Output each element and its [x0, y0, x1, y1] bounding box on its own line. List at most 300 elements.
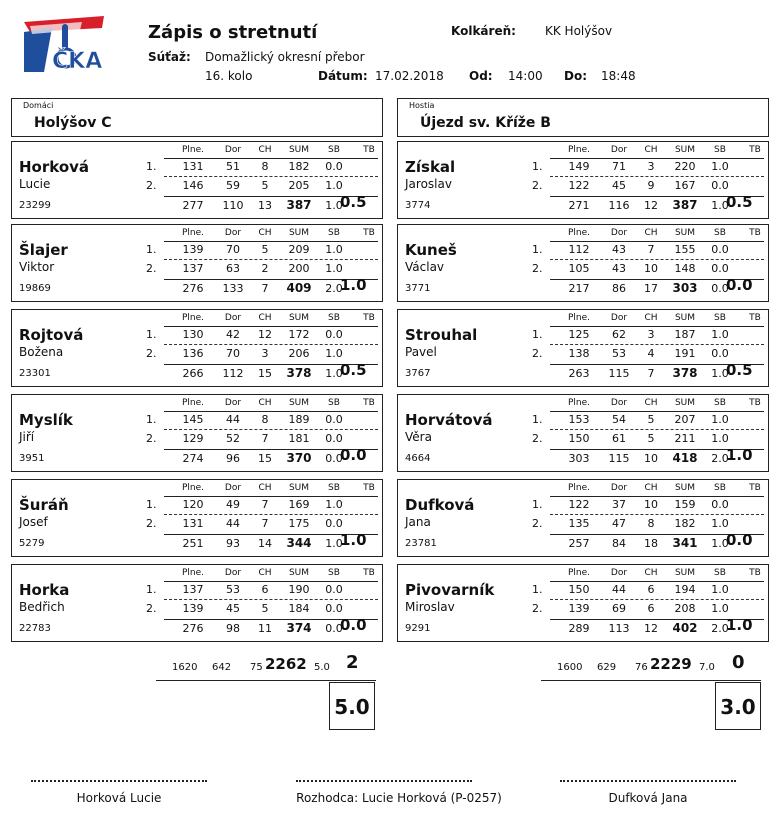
from-label: Od:: [469, 69, 493, 83]
home-total-sb: 5.0: [314, 662, 330, 673]
column-header: CH: [644, 313, 658, 323]
home-total-plne: 1620: [172, 662, 198, 673]
throw-cell: 5: [261, 179, 269, 192]
home-player-box: [11, 224, 383, 302]
player-total-cell: 266: [182, 367, 204, 380]
header-line: [550, 326, 764, 327]
throw-cell: 122: [568, 179, 590, 192]
player-total-cell: 257: [568, 537, 590, 550]
player-surname: Strouhal: [405, 326, 478, 344]
row-divider: [550, 429, 764, 430]
throw-index: 1.: [532, 413, 543, 426]
throw-cell: 53: [226, 583, 240, 596]
player-total-cell: 17: [644, 282, 658, 295]
player-registration: 3951: [19, 453, 45, 464]
player-total-cell: 303: [568, 452, 590, 465]
throw-cell: 3: [647, 328, 655, 341]
home-total-dor: 642: [212, 662, 232, 673]
home-captain-name: Horková Lucie: [76, 791, 162, 805]
throw-cell: 191: [674, 347, 696, 360]
player-first-name: Lucie: [19, 177, 51, 191]
home-signature-line: [31, 780, 207, 782]
away-signature-line: [560, 780, 736, 782]
player-total-cell: 378: [286, 366, 312, 380]
row-divider: [164, 344, 378, 345]
away-total-ch: 76: [635, 662, 648, 673]
home-team-name: Holýšov C: [34, 115, 112, 131]
throw-cell: 43: [612, 243, 626, 256]
header-line: [550, 158, 764, 159]
away-captain-name: Dufková Jana: [608, 791, 688, 805]
column-header: SB: [328, 398, 340, 408]
home-total-sum: 2262: [265, 655, 307, 673]
column-header: SB: [714, 483, 726, 493]
throw-index: 2.: [146, 262, 157, 275]
throw-index: 1.: [532, 498, 543, 511]
throw-cell: 137: [182, 583, 204, 596]
column-header: Dor: [610, 483, 628, 493]
player-total-cell: 289: [568, 622, 590, 635]
throw-cell: 42: [226, 328, 240, 341]
row-divider: [550, 514, 764, 515]
throw-cell: 211: [674, 432, 696, 445]
throw-cell: 7: [261, 517, 269, 530]
player-total-cell: 14: [258, 537, 272, 550]
player-total-cell: 98: [226, 622, 240, 635]
column-header: Dor: [224, 313, 242, 323]
throw-cell: 1.0: [325, 347, 343, 360]
player-first-name: Miroslav: [405, 600, 455, 614]
throw-cell: 8: [261, 160, 269, 173]
player-total-cell: 387: [286, 198, 312, 212]
throw-cell: 105: [568, 262, 590, 275]
row-divider: [164, 176, 378, 177]
throw-cell: 47: [612, 517, 626, 530]
player-registration: 3771: [405, 283, 431, 294]
throw-cell: 0.0: [711, 347, 729, 360]
throw-cell: 181: [288, 432, 310, 445]
throw-cell: 194: [674, 583, 696, 596]
throw-cell: 59: [226, 179, 240, 192]
throw-cell: 148: [674, 262, 696, 275]
player-total-cell: 374: [286, 621, 312, 635]
column-header: SUM: [674, 145, 696, 155]
player-first-name: Pavel: [405, 345, 437, 359]
home-total-ch: 75: [250, 662, 263, 673]
away-player-box: [397, 394, 769, 472]
column-header: SUM: [288, 398, 310, 408]
player-total-cell: 10: [644, 452, 658, 465]
player-total-cell: 2.0: [711, 452, 729, 465]
player-total-cell: 86: [612, 282, 626, 295]
player-points: 0.5: [726, 361, 753, 379]
throw-cell: 112: [568, 243, 590, 256]
throw-index: 1.: [146, 498, 157, 511]
player-total-cell: 112: [222, 367, 244, 380]
bowling-value: KK Holýšov: [545, 24, 613, 38]
player-registration: 23299: [19, 200, 51, 211]
throw-cell: 130: [182, 328, 204, 341]
player-first-name: Jaroslav: [405, 177, 452, 191]
throw-cell: 149: [568, 160, 590, 173]
player-registration: 23301: [19, 368, 51, 379]
player-surname: Pivovarník: [405, 581, 495, 599]
player-total-cell: 7: [647, 367, 655, 380]
column-header: SUM: [288, 145, 310, 155]
column-header: Dor: [610, 313, 628, 323]
column-header: SB: [328, 228, 340, 238]
throw-cell: 139: [182, 602, 204, 615]
column-header: SUM: [674, 398, 696, 408]
player-first-name: Bedřich: [19, 600, 65, 614]
player-total-cell: 1.0: [711, 367, 729, 380]
throw-index: 1.: [146, 413, 157, 426]
column-header: SB: [328, 145, 340, 155]
column-header: Dor: [224, 145, 242, 155]
row-divider: [164, 599, 378, 600]
header-line: [164, 158, 378, 159]
column-header: SB: [714, 398, 726, 408]
throw-cell: 145: [182, 413, 204, 426]
player-points: 0.0: [340, 446, 367, 464]
throw-cell: 7: [647, 243, 655, 256]
throw-cell: 146: [182, 179, 204, 192]
throw-cell: 129: [182, 432, 204, 445]
player-total-cell: 0.0: [325, 622, 343, 635]
away-player-box: [397, 479, 769, 557]
player-total-cell: 418: [672, 451, 698, 465]
throw-cell: 45: [226, 602, 240, 615]
throw-cell: 54: [612, 413, 626, 426]
player-total-cell: 12: [644, 622, 658, 635]
throw-index: 2.: [532, 179, 543, 192]
throw-index: 1.: [532, 583, 543, 596]
column-header: Plne.: [181, 145, 205, 155]
player-points: 0.0: [726, 531, 753, 549]
player-total-cell: 15: [258, 452, 272, 465]
logo-text: ČKA: [52, 49, 103, 74]
player-registration: 4664: [405, 453, 431, 464]
player-total-cell: 303: [672, 281, 698, 295]
column-header: CH: [258, 568, 272, 578]
row-divider: [164, 514, 378, 515]
throw-cell: 131: [182, 160, 204, 173]
throw-cell: 131: [182, 517, 204, 530]
throw-cell: 200: [288, 262, 310, 275]
player-total-cell: 276: [182, 282, 204, 295]
home-team-box: [11, 98, 383, 137]
throw-cell: 189: [288, 413, 310, 426]
away-player-box: [397, 141, 769, 219]
column-header: Plne.: [567, 398, 591, 408]
player-total-cell: 1.0: [711, 199, 729, 212]
throw-cell: 4: [647, 347, 655, 360]
throw-cell: 63: [226, 262, 240, 275]
column-header: CH: [644, 228, 658, 238]
throw-cell: 70: [226, 243, 240, 256]
column-header: CH: [258, 398, 272, 408]
row-divider: [550, 599, 764, 600]
player-total-cell: 110: [222, 199, 244, 212]
column-header: Dor: [610, 398, 628, 408]
throw-cell: 169: [288, 498, 310, 511]
player-points: 0.5: [340, 361, 367, 379]
column-header: SB: [714, 313, 726, 323]
throw-cell: 5: [261, 602, 269, 615]
referee-signature-line: [296, 780, 472, 782]
column-header: CH: [258, 145, 272, 155]
player-total-cell: 13: [258, 199, 272, 212]
player-total-cell: 263: [568, 367, 590, 380]
player-points: 1.0: [340, 531, 367, 549]
player-first-name: Josef: [19, 515, 48, 529]
throw-cell: 0.0: [325, 413, 343, 426]
throw-cell: 1.0: [711, 583, 729, 596]
throw-cell: 1.0: [325, 179, 343, 192]
player-registration: 9291: [405, 623, 431, 634]
player-surname: Horvátová: [405, 411, 493, 429]
throw-cell: 153: [568, 413, 590, 426]
player-total-cell: 370: [286, 451, 312, 465]
player-total-cell: 1.0: [325, 537, 343, 550]
away-team-name: Újezd sv. Kříže B: [420, 115, 551, 131]
throw-cell: 182: [674, 517, 696, 530]
throw-index: 1.: [146, 243, 157, 256]
header-line: [164, 241, 378, 242]
column-header: Dor: [224, 398, 242, 408]
column-header: Plne.: [567, 228, 591, 238]
column-header: Plne.: [567, 313, 591, 323]
player-total-cell: 1.0: [711, 537, 729, 550]
throw-cell: 0.0: [711, 179, 729, 192]
throw-index: 1.: [146, 328, 157, 341]
throw-cell: 0.0: [711, 498, 729, 511]
home-player-box: [11, 394, 383, 472]
column-header: TB: [749, 145, 761, 155]
throw-index: 2.: [532, 262, 543, 275]
player-first-name: Václav: [405, 260, 445, 274]
player-registration: 3774: [405, 200, 431, 211]
header-line: [164, 326, 378, 327]
round-value: 16. kolo: [205, 69, 253, 83]
player-total-cell: 11: [258, 622, 272, 635]
home-player-box: [11, 309, 383, 387]
row-divider: [164, 259, 378, 260]
home-player-box: [11, 564, 383, 642]
throw-cell: 137: [182, 262, 204, 275]
header-line: [550, 241, 764, 242]
throw-cell: 0.0: [325, 432, 343, 445]
throw-cell: 1.0: [711, 432, 729, 445]
column-header: SUM: [288, 568, 310, 578]
throw-cell: 208: [674, 602, 696, 615]
player-total-cell: 0.0: [711, 282, 729, 295]
throw-cell: 0.0: [325, 328, 343, 341]
throw-cell: 172: [288, 328, 310, 341]
throw-cell: 1.0: [325, 262, 343, 275]
player-total-cell: 0.0: [325, 452, 343, 465]
player-total-cell: 271: [568, 199, 590, 212]
logo-blue-wing: [24, 28, 52, 72]
throw-cell: 5: [647, 432, 655, 445]
column-header: TB: [363, 313, 375, 323]
player-registration: 19869: [19, 283, 51, 294]
throw-cell: 0.0: [325, 602, 343, 615]
player-total-cell: 409: [286, 281, 312, 295]
throw-cell: 71: [612, 160, 626, 173]
throw-cell: 10: [644, 498, 658, 511]
player-total-cell: 12: [644, 199, 658, 212]
throw-cell: 7: [261, 498, 269, 511]
away-team-box: [397, 98, 769, 137]
throw-cell: 150: [568, 583, 590, 596]
player-total-cell: 7: [261, 282, 269, 295]
throw-cell: 1.0: [711, 160, 729, 173]
player-points: 1.0: [726, 616, 753, 634]
home-final-score: 5.0: [329, 682, 375, 730]
throw-cell: 6: [647, 602, 655, 615]
player-surname: Horková: [19, 158, 90, 176]
throw-cell: 12: [258, 328, 272, 341]
throw-cell: 37: [612, 498, 626, 511]
player-registration: 22783: [19, 623, 51, 634]
column-header: TB: [749, 313, 761, 323]
throw-cell: 184: [288, 602, 310, 615]
away-team-label: Hostia: [409, 101, 435, 110]
competition-value: Domažlický okresní přebor: [205, 50, 365, 64]
header-line: [550, 496, 764, 497]
throw-cell: 150: [568, 432, 590, 445]
throw-cell: 120: [182, 498, 204, 511]
header-line: [550, 581, 764, 582]
throw-cell: 135: [568, 517, 590, 530]
player-total-cell: 115: [608, 367, 630, 380]
column-header: Dor: [224, 483, 242, 493]
home-player-box: [11, 479, 383, 557]
throw-cell: 0.0: [711, 243, 729, 256]
date-label: Dátum:: [318, 69, 368, 83]
throw-cell: 44: [226, 413, 240, 426]
throw-cell: 187: [674, 328, 696, 341]
row-divider: [550, 259, 764, 260]
away-final-score: 3.0: [715, 682, 761, 730]
throw-cell: 155: [674, 243, 696, 256]
column-header: CH: [258, 313, 272, 323]
throw-cell: 205: [288, 179, 310, 192]
throw-index: 1.: [146, 583, 157, 596]
player-surname: Šlajer: [19, 241, 68, 259]
throw-cell: 182: [288, 160, 310, 173]
throw-cell: 61: [612, 432, 626, 445]
away-player-box: [397, 309, 769, 387]
throw-cell: 3: [261, 347, 269, 360]
throw-cell: 167: [674, 179, 696, 192]
away-total-tb: 0: [732, 652, 745, 673]
player-surname: Získal: [405, 158, 456, 176]
away-total-dor: 629: [597, 662, 617, 673]
player-total-cell: 15: [258, 367, 272, 380]
cka-logo: [22, 14, 106, 76]
player-surname: Rojtová: [19, 326, 84, 344]
throw-index: 1.: [532, 243, 543, 256]
row-divider: [550, 176, 764, 177]
player-total-cell: 2.0: [325, 282, 343, 295]
throw-cell: 8: [261, 413, 269, 426]
throw-cell: 209: [288, 243, 310, 256]
player-total-cell: 251: [182, 537, 204, 550]
throw-cell: 10: [644, 262, 658, 275]
home-total-line: [156, 680, 376, 681]
throw-cell: 8: [647, 517, 655, 530]
column-header: Plne.: [181, 398, 205, 408]
column-header: SUM: [288, 313, 310, 323]
throw-cell: 7: [261, 432, 269, 445]
row-divider: [550, 344, 764, 345]
away-total-line: [541, 680, 761, 681]
throw-cell: 125: [568, 328, 590, 341]
player-total-cell: 113: [608, 622, 630, 635]
column-header: TB: [363, 398, 375, 408]
player-surname: Kuneš: [405, 241, 457, 259]
player-total-cell: 1.0: [325, 199, 343, 212]
throw-cell: 220: [674, 160, 696, 173]
column-header: SUM: [288, 228, 310, 238]
column-header: SB: [328, 483, 340, 493]
away-total-sb: 7.0: [699, 662, 715, 673]
player-first-name: Viktor: [19, 260, 55, 274]
player-registration: 5279: [19, 538, 45, 549]
throw-cell: 5: [261, 243, 269, 256]
player-total-cell: 276: [182, 622, 204, 635]
player-total-cell: 402: [672, 621, 698, 635]
throw-cell: 122: [568, 498, 590, 511]
throw-index: 2.: [532, 602, 543, 615]
player-total-cell: 2.0: [711, 622, 729, 635]
column-header: SB: [714, 228, 726, 238]
throw-cell: 0.0: [325, 583, 343, 596]
column-header: Plne.: [567, 483, 591, 493]
away-player-box: [397, 564, 769, 642]
column-header: TB: [749, 398, 761, 408]
throw-cell: 207: [674, 413, 696, 426]
throw-cell: 139: [568, 602, 590, 615]
throw-cell: 9: [647, 179, 655, 192]
throw-cell: 3: [647, 160, 655, 173]
throw-index: 2.: [532, 347, 543, 360]
column-header: SB: [328, 313, 340, 323]
player-points: 1.0: [726, 446, 753, 464]
throw-cell: 190: [288, 583, 310, 596]
column-header: SUM: [674, 483, 696, 493]
row-divider: [164, 429, 378, 430]
player-total-cell: 133: [222, 282, 244, 295]
home-team-label: Domáci: [23, 101, 54, 110]
player-surname: Šuráň: [19, 496, 69, 514]
column-header: SUM: [674, 313, 696, 323]
column-header: Plne.: [181, 568, 205, 578]
throw-cell: 1.0: [325, 243, 343, 256]
throw-cell: 62: [612, 328, 626, 341]
player-total-cell: 18: [644, 537, 658, 550]
player-points: 0.0: [340, 616, 367, 634]
header-line: [164, 496, 378, 497]
throw-cell: 1.0: [711, 602, 729, 615]
player-first-name: Božena: [19, 345, 64, 359]
throw-cell: 43: [612, 262, 626, 275]
player-total-cell: 96: [226, 452, 240, 465]
column-header: Plne.: [567, 145, 591, 155]
throw-cell: 0.0: [325, 160, 343, 173]
